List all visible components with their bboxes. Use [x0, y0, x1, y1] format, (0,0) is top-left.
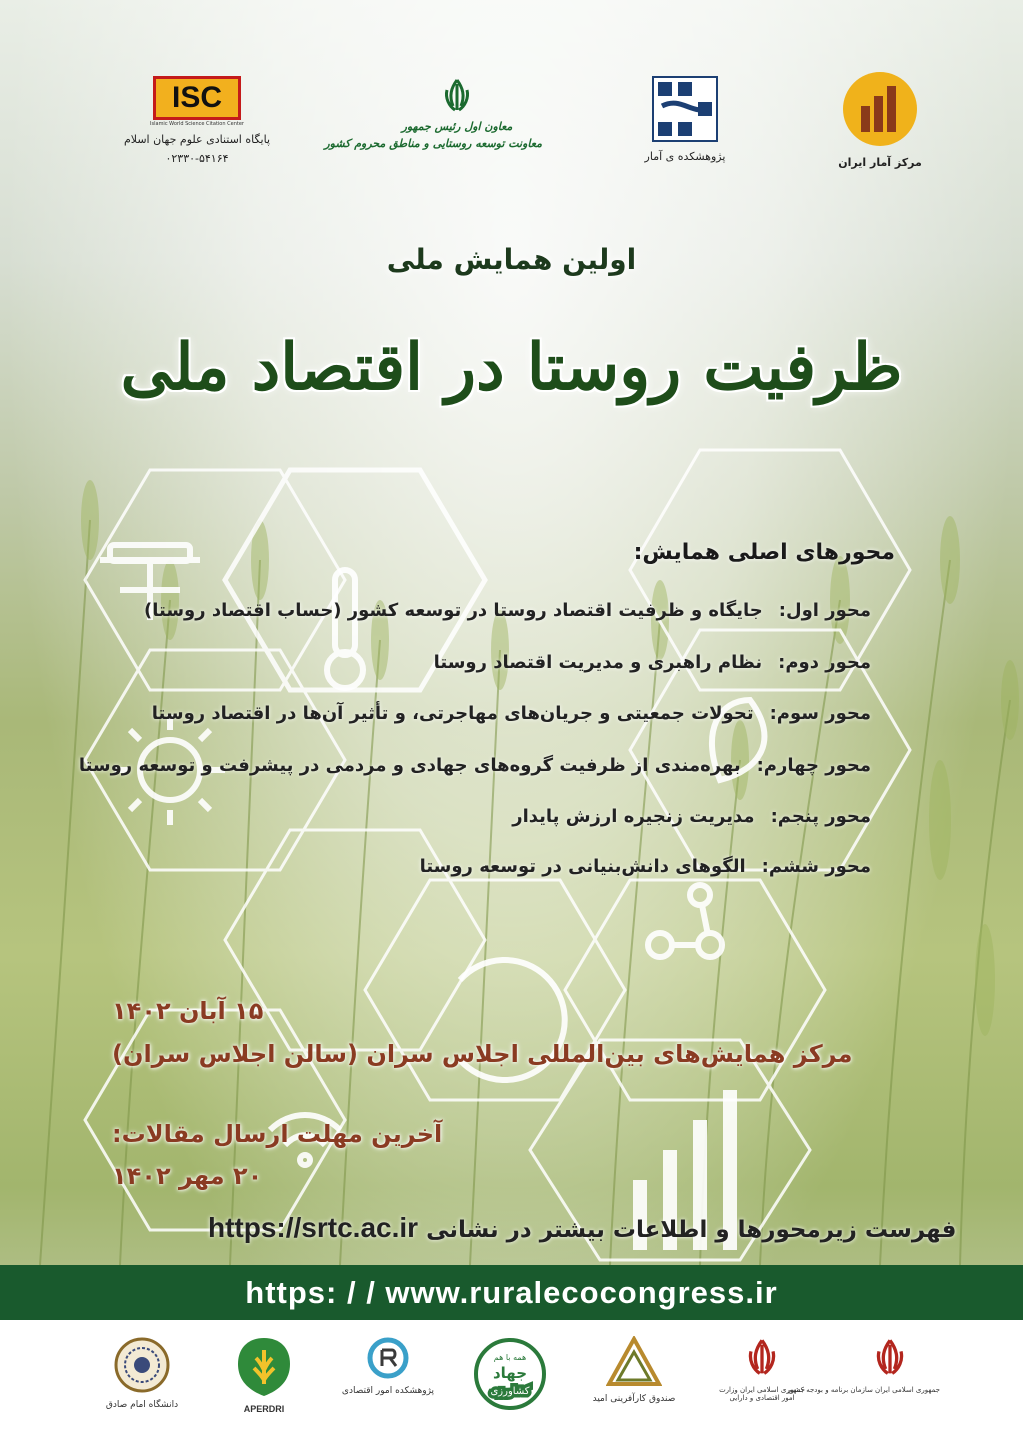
footer-logo-caption: صندوق کارآفرینی امید: [592, 1394, 676, 1404]
statistical-centre-iran-logo: [832, 70, 928, 169]
footer-logo-caption: پژوهشکده امور اقتصادی: [341, 1386, 435, 1396]
conference-title: ظرفیت روستا در اقتصاد ملی: [120, 330, 903, 405]
sponsor-footer: [0, 1320, 1023, 1447]
axis-text: نظام راهبری و مدیریت اقتصاد روستا: [433, 652, 763, 673]
research-institute-mark-icon: [652, 76, 718, 142]
axis-label: محور دوم:: [778, 652, 871, 673]
statistical-research-institute-logo: [630, 76, 740, 163]
isc-phone: ۰۲۳۳۰-۵۴۱۶۴: [165, 152, 229, 165]
university-seal-icon: [113, 1336, 171, 1394]
more-info-text: فهرست زیرمحورها و اطلاعات بیشتر در نشانی: [426, 1217, 957, 1243]
event-date: ۱۵ آبان ۱۴۰۲: [112, 997, 264, 1025]
vp-line1: معاون اول رئیس جمهور: [401, 120, 513, 133]
triangle-mark-icon: [606, 1336, 662, 1388]
footer-logo-caption: دانشگاه امام صادق: [105, 1400, 179, 1410]
axis-text: الگوهای دانش‌بنیانی در توسعه روستا: [419, 856, 746, 877]
iran-emblem-icon: [437, 76, 477, 116]
axis-item: [420, 856, 871, 877]
plan-budget-org-logo: [787, 1336, 940, 1394]
axis-label: محور سوم:: [769, 703, 871, 724]
srtc-link[interactable]: https://srtc.ac.ir: [208, 1212, 419, 1243]
axis-label: محور چهارم:: [756, 755, 871, 776]
axis-item: [144, 600, 871, 621]
congress-website-link[interactable]: https: / / www.ruralecocongress.ir: [245, 1274, 778, 1310]
vp-rural-development-logo: [324, 76, 542, 150]
more-info: [208, 1212, 956, 1244]
isc-logo: [112, 76, 282, 165]
aperdri-logo: [214, 1336, 314, 1414]
footer-logo-caption: APERDRI: [243, 1404, 285, 1414]
axes-heading: محورهای اصلی همایش:: [633, 540, 895, 565]
iran-emblem-icon: [868, 1336, 912, 1380]
footer-logo-caption: جمهوری اسلامی ایران سازمان برنامه و بودجه کشور: [787, 1386, 940, 1394]
research-institute-caption: پژوهشکده ی آمار: [644, 150, 726, 163]
economic-research-institute-logo: [338, 1336, 438, 1396]
footer-logo-caption: جمهوری اسلامی ایران وزارت امور اقتصادی و دارایی: [719, 1386, 805, 1402]
iran-emblem-icon: [740, 1336, 784, 1380]
axis-item: [512, 806, 871, 827]
axis-label: محور ششم:: [761, 856, 871, 877]
axis-text: بهره‌مندی از ظرفیت گروه‌های جهادی و مردمی در پیشرفت و توسعه روستا: [78, 755, 741, 776]
event-venue: مرکز همایش‌های بین‌المللی اجلاس سران (سالن اجلاس سران): [112, 1040, 853, 1068]
vp-line2: معاونت توسعه روستایی و مناطق محروم کشور: [324, 137, 542, 150]
omid-fund-logo: [584, 1336, 684, 1404]
axis-item: [434, 652, 871, 673]
jahad-badge-icon: [472, 1336, 548, 1412]
bar-chart-circle-icon: [841, 70, 919, 148]
isc-tiny-text: Islamic World Science Citation Center: [150, 121, 244, 127]
isc-mark: ISC: [153, 76, 241, 120]
jahad-mid-text: جهاد: [492, 1364, 528, 1382]
wheat-shield-icon: [236, 1336, 292, 1398]
jahad-bottom-text: کشاورزی: [490, 1386, 530, 1397]
jahad-top-text: همه با هم: [493, 1353, 527, 1362]
conference-subtitle: اولین همایش ملی: [386, 243, 637, 276]
economy-ministry-logo: [712, 1336, 812, 1402]
axis-item: [152, 703, 871, 724]
sci-caption: مرکز آمار ایران: [838, 156, 922, 169]
jahad-agriculture-logo: [460, 1336, 560, 1416]
deadline-date: ۲۰ مهر ۱۴۰۲: [112, 1162, 263, 1190]
axis-label: محور پنجم:: [770, 806, 871, 827]
axis-label: محور اول:: [778, 600, 871, 621]
axis-text: تحولات جمعیتی و جریان‌های مهاجرتی، و تأثیر آن‌ها در اقتصاد روستا: [151, 703, 754, 724]
er-mark-icon: [366, 1336, 410, 1380]
website-band: [0, 1265, 1023, 1320]
axis-item: [79, 755, 871, 776]
deadline-label: آخرین مهلت ارسال مقالات:: [112, 1120, 443, 1148]
axis-text: جایگاه و ظرفیت اقتصاد روستا در توسعه کشور (حساب اقتصاد روستا): [144, 600, 763, 621]
axis-text: مدیریت زنجیره ارزش پایدار: [512, 806, 755, 827]
isc-caption: پایگاه استنادی علوم جهان اسلام: [123, 133, 271, 146]
imam-sadiq-university-logo: [92, 1336, 192, 1410]
